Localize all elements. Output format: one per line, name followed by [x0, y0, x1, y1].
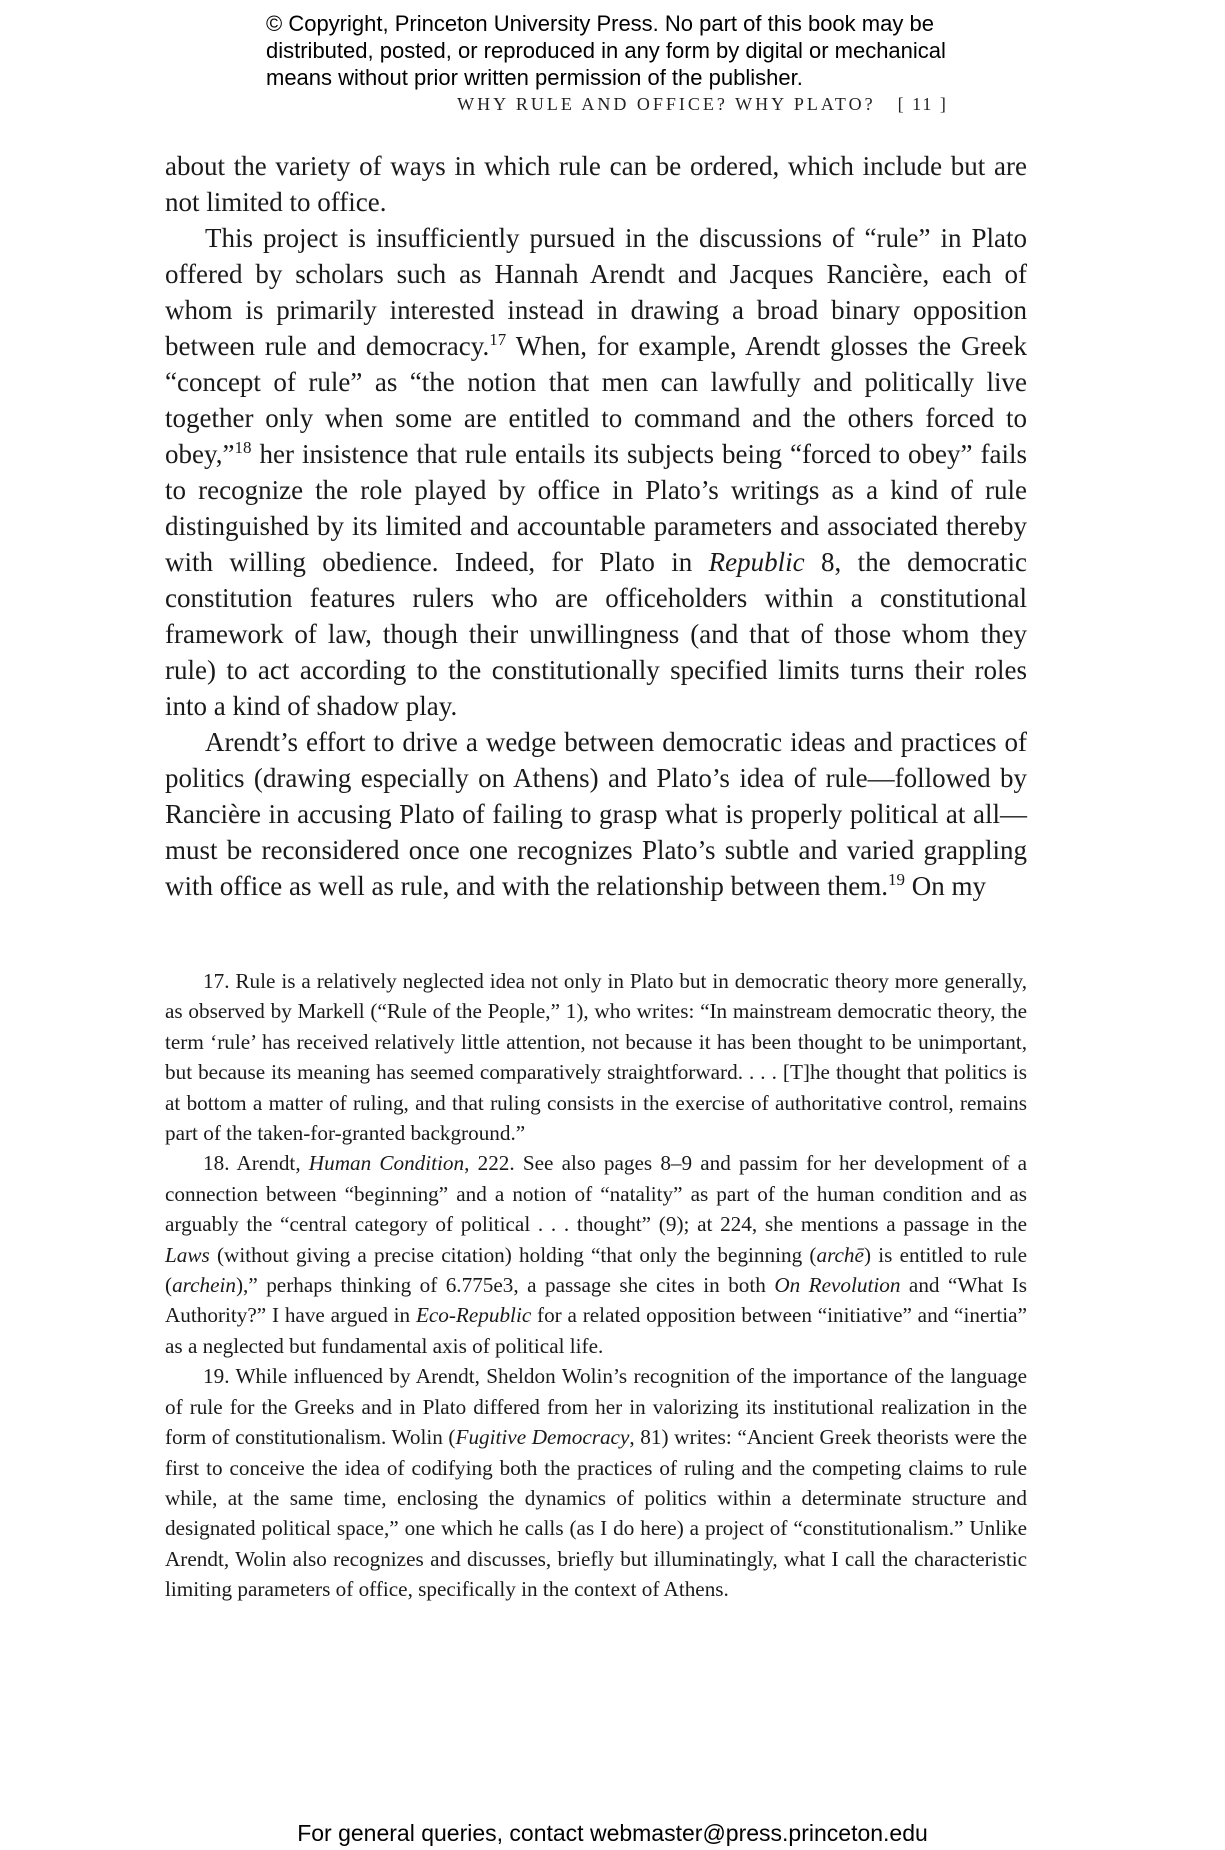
- footnotes: [165, 966, 1027, 1605]
- text-run: and “What Is Authority?” I have argued in: [165, 1273, 1028, 1328]
- paragraph: about the variety of ways in which rule can be ordered, which include but are not limited to office.: [165, 151, 1027, 217]
- text-run: When, for example, Arendt glosses the Greek “concept of rule” as “the notion that men can lawfully and politically live together only when some are entitled to command and the others forced to obey,”: [165, 331, 1027, 469]
- italic-title: Eco-Republic: [415, 1303, 532, 1328]
- footnote-ref: 17: [489, 330, 507, 349]
- italic-term: archein: [172, 1273, 236, 1298]
- running-head-title: WHY RULE AND OFFICE? WHY PLATO?: [457, 94, 876, 114]
- text-run: 19. While influenced by Arendt, Sheldon Wolin’s recognition of the importance of the language of rule for the Greeks and in Plato differed from her in valorizing its institutional realization in the form of constitutionalism. Wolin (: [165, 1364, 1027, 1450]
- text-run: ),” perhaps thinking of 6.775e3, a passage she cites in both: [236, 1273, 775, 1298]
- italic-title: Laws: [165, 1242, 210, 1267]
- footnote-ref: 18: [234, 438, 252, 457]
- copyright-line: distributed, posted, or reproduced in any form by digital or mechanical: [266, 38, 946, 63]
- copyright-notice: [266, 10, 986, 91]
- paragraph: [165, 220, 1027, 724]
- text-run: , 222. See also pages 8–9 and passim for her development of a connection between “beginning” and a notion of “natality” as part of the human condition and as arguably the “central category of political . . . thought” (9); at 224, she mentions a passage in the: [165, 1151, 1027, 1237]
- text-run: Arendt’s effort to drive a wedge between democratic ideas and practices of politics (drawing especially on Athens) and Plato’s idea of rule—followed by Rancière in accusing Plato of failing to grasp what is properly political at all—must be reconsidered once one recognizes Plato’s subtle and varied grappling with office as well as rule, and with the relationship between them.: [165, 727, 1027, 901]
- text-run: , 81) writes: “Ancient Greek theorists were the first to conceive the idea of codifying both the practices of ruling and the competing claims to rule while, at the same time, enclosing the dynamics of politics within a determinate structure and designated political space,” one which he calls (as I do here) a project of “constitutionalism.” Unlike Arendt, Wolin also recognizes and discusses, briefly but illuminatingly, what I call the characteristic limiting parameters of office, specifically in the context of Athens.: [165, 1425, 1027, 1602]
- text-run: 8, the democratic constitution features rulers who are officeholders within a constitutional framework of law, though their unwillingness (and that of those whom they rule) to act according to the constitutionally specified limits turns their roles into a kind of shadow play.: [165, 547, 1027, 721]
- running-head: [0, 94, 1225, 115]
- copyright-line: means without prior written permission of the publisher.: [266, 65, 803, 90]
- footnote-17: 17. Rule is a relatively neglected idea not only in Plato but in democratic theory more generally, as observed by Markell (“Rule of the People,” 1), who writes: “In mainstream democratic theory, the term ‘rule’ has received relatively little attention, not because it has been thought to be unimportant, but because its meaning has seemed comparatively straightforward. . . . [T]he thought that politics is at bottom a matter of ruling, and that ruling consists in the exercise of authoritative control, remains part of the taken-for-granted background.”: [165, 969, 1027, 1146]
- page-number: [ 11 ]: [897, 94, 948, 114]
- text-run: her insistence that rule entails its subjects being “forced to obey” fails to recognize the role played by office in Plato’s writings as a kind of rule distinguished by its limited and accountable parameters and associated thereby with willing obedience. Indeed, for Plato in: [165, 439, 1027, 577]
- main-text: [165, 148, 1027, 904]
- text-run: On my: [905, 871, 987, 901]
- text-run: ) is entitled to rule (: [165, 1242, 1027, 1298]
- italic-title: Fugitive Democracy: [455, 1425, 630, 1450]
- paragraph: [165, 724, 1027, 904]
- italic-title: Human Condition: [308, 1151, 465, 1176]
- footnote-18: [165, 1148, 1027, 1361]
- italic-title: Republic: [708, 547, 805, 577]
- text-run: (without giving a precise citation) holding “that only the beginning (: [209, 1242, 817, 1267]
- italic-title: On Revolution: [774, 1273, 901, 1298]
- footer-contact: For general queries, contact webmaster@press.princeton.edu: [297, 1820, 928, 1846]
- footnote-ref: 19: [888, 870, 906, 889]
- copyright-line: © Copyright, Princeton University Press. No part of this book may be: [266, 11, 934, 36]
- text-run: for a related opposition between “initiative” and “inertia” as a neglected but fundamental axis of political life.: [165, 1303, 1027, 1358]
- italic-term: archē: [816, 1242, 864, 1267]
- text-run: This project is insufficiently pursued in the discussions of “rule” in Plato offered by scholars such as Hannah Arendt and Jacques Rancière, each of whom is primarily interested instead in drawing a broad binary opposition between rule and democracy.: [165, 223, 1027, 361]
- text-run: 18. Arendt,: [203, 1151, 309, 1176]
- footnote-19: [165, 1361, 1027, 1604]
